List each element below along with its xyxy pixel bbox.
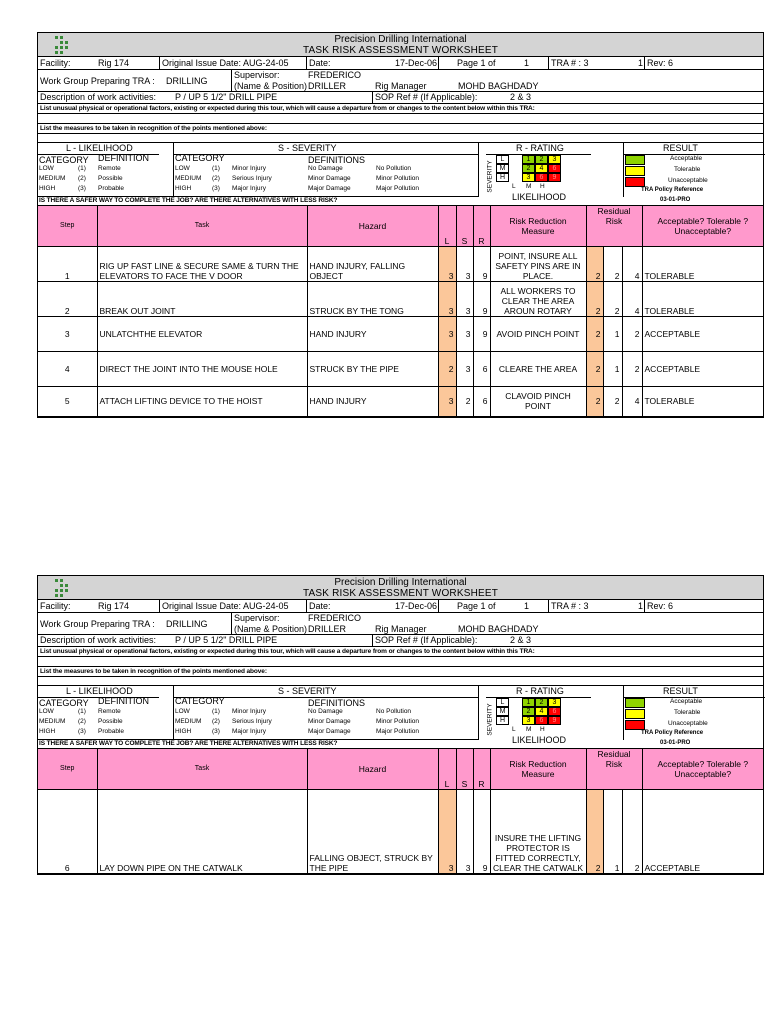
sev-low-damage: No Damage [308, 708, 343, 715]
sop-label: SOP Ref # (If Applicable): [375, 92, 478, 102]
l-definition-header: DEFINITION [98, 696, 149, 706]
tra-count: 1 [638, 58, 644, 68]
hazard-cell: FALLING OBJECT, STRUCK BY THE PIPE [307, 789, 438, 873]
sev-high-damage: Major Damage [308, 728, 351, 735]
matrix-cell: 6 [548, 707, 561, 716]
residual-r-cell: 4 [622, 386, 642, 416]
sop-value: 2 & 3 [510, 635, 532, 645]
unusual-blank-row[interactable] [38, 657, 763, 667]
result-cell: TOLERABLE [642, 386, 763, 416]
rig-manager-label: Rig Manager [375, 624, 427, 634]
residual-r-cell: 2 [622, 789, 642, 873]
matrix-col: H [540, 183, 545, 190]
measure-cell: CLAVOID PINCH POINT [490, 386, 586, 416]
sev-low-pollution: No Pollution [376, 708, 412, 715]
work-group-label: Work Group Preparing TRA : [40, 619, 155, 629]
company-name: Precision Drilling International [334, 34, 467, 45]
col-l: L [438, 749, 456, 789]
sev-med: MEDIUM [175, 175, 202, 182]
unusual-note: List unusual physical or operational factors, existing or expected during this tour, which will cause a departure from or changes to the content below within this TRA: [40, 648, 535, 655]
like-low: LOW [39, 708, 54, 715]
residual-r-cell: 4 [622, 281, 642, 316]
measure-cell: POINT, INSURE ALL SAFETY PINS ARE IN PLACE. [490, 246, 586, 281]
l-cell: 3 [438, 281, 456, 316]
hazard-cell: HAND INJURY [307, 316, 438, 351]
s-cell: 3 [456, 351, 473, 386]
date-label: Date: [309, 601, 331, 611]
col-residual: Residual Risk [586, 206, 642, 246]
info-row-facility [38, 57, 763, 70]
policy-reference: TRA Policy Reference [641, 187, 704, 193]
matrix-cell: 2 [522, 164, 535, 173]
unusual-factors-row [38, 647, 763, 657]
result-acceptable: Acceptable [670, 698, 703, 705]
r-cell: 6 [473, 351, 490, 386]
matrix-cell: 3 [548, 698, 561, 707]
r-cell: 9 [473, 789, 490, 873]
residual-l-cell: 2 [586, 351, 603, 386]
sev-med-num: (2) [212, 175, 220, 182]
matrix-cell: 2 [522, 707, 535, 716]
residual-s-cell: 1 [603, 316, 622, 351]
risk-legend: L - LIKELIHOOD S - SEVERITY R - RATING RESULT CATEGORY DEFINITION CATEGORY DEFINITIONS LOW (1) Remote MEDIUM (2) Possible HIGH (3) Probable LOW (1) Minor Injury No Damage No Pollution MEDIUM (2) Serious Injury Minor Damage Minor Pollution HIGH (3) Major Injury Major Damage Major Pollution SEVERITY L 1 2 3 M 2 4 6 H 3 6 9 L M H LIKELIHOOD Acceptable Tolerable Unacceptable TRA Policy Reference 03-01-PRO IS THERE A SAFER WAY TO COMPLETE THE JOB? ARE THERE ALTERNATIVES WITH LESS RISK? [38, 143, 763, 206]
sev-low: LOW [175, 708, 190, 715]
sev-low-injury: Minor Injury [232, 708, 266, 715]
residual-r-cell: 2 [622, 351, 642, 386]
result-cell: ACCEPTABLE [642, 316, 763, 351]
residual-r-cell: 2 [622, 316, 642, 351]
sev-med-num: (2) [212, 718, 220, 725]
matrix-cell: 4 [535, 164, 548, 173]
table-header-row [38, 206, 763, 246]
table-header-row [38, 749, 763, 789]
matrix-cell: 3 [522, 716, 535, 725]
like-high-num: (3) [78, 728, 86, 735]
result-unacceptable: Unacceptable [668, 720, 708, 727]
result-swatch-red [625, 177, 645, 187]
like-low: LOW [39, 165, 54, 172]
l-cell: 3 [438, 386, 456, 416]
measures-row [38, 667, 763, 677]
steps-table-page-2 [38, 749, 763, 874]
s-cell: 3 [456, 281, 473, 316]
sev-med-damage: Minor Damage [308, 175, 351, 182]
form-title: TASK RISK ASSESSMENT WORKSHEET [302, 45, 499, 56]
task-cell: RIG UP FAST LINE & SECURE SAME & TURN THE ELEVATORS TO FACE THE V DOOR [97, 246, 307, 281]
worksheet-header [38, 33, 763, 57]
task-cell: UNLATCHTHE ELEVATOR [97, 316, 307, 351]
l-category-header: CATEGORY [39, 698, 89, 708]
result-tolerable: Tolerable [674, 709, 701, 716]
sev-high-num: (3) [212, 185, 220, 192]
like-high-num: (3) [78, 185, 86, 192]
col-step: Step [38, 749, 97, 789]
worksheet-page-2 [37, 575, 764, 875]
l-cell: 2 [438, 351, 456, 386]
like-med-def: Possible [98, 175, 123, 182]
sop-value: 2 & 3 [510, 92, 532, 102]
sev-high-pollution: Major Pollution [376, 728, 419, 735]
supervisor-value: FREDERICO [308, 70, 362, 80]
measure-cell: AVOID PINCH POINT [490, 316, 586, 351]
rig-manager-label: Rig Manager [375, 81, 427, 91]
like-med: MEDIUM [39, 718, 66, 725]
position-value: DRILLER [308, 81, 347, 91]
matrix-cell: 3 [548, 155, 561, 164]
residual-r-cell: 4 [622, 246, 642, 281]
page-label: Page 1 of [457, 58, 496, 68]
sev-med-damage: Minor Damage [308, 718, 351, 725]
safer-way-note: IS THERE A SAFER WAY TO COMPLETE THE JOB? ARE THERE ALTERNATIVES WITH LESS RISK? [39, 740, 338, 747]
sev-high-damage: Major Damage [308, 185, 351, 192]
worksheet-page-1 [37, 32, 764, 418]
s-cell: 3 [456, 316, 473, 351]
like-med-num: (2) [78, 718, 86, 725]
sev-high-injury: Major Injury [232, 728, 266, 735]
r-cell: 6 [473, 386, 490, 416]
residual-l-cell: 2 [586, 246, 603, 281]
description-value: P / UP 5 1/2" DRILL PIPE [175, 92, 278, 102]
s-category-header: CATEGORY [175, 696, 225, 706]
s-cell: 3 [456, 246, 473, 281]
result-tolerable: Tolerable [674, 166, 701, 173]
supervisor-label: Supervisor: [234, 613, 280, 623]
page-total: 1 [524, 58, 530, 68]
date-label: Date: [309, 58, 331, 68]
residual-l-cell: 2 [586, 281, 603, 316]
sev-low-injury: Minor Injury [232, 165, 266, 172]
likelihood-axis-label: LIKELIHOOD [512, 735, 567, 745]
task-cell: LAY DOWN PIPE ON THE CATWALK [97, 789, 307, 873]
unusual-note: List unusual physical or operational factors, existing or expected during this tour, which will cause a departure from or changes to the content below within this TRA: [40, 105, 535, 112]
r-cell: 9 [473, 281, 490, 316]
col-task: Task [97, 749, 307, 789]
like-high-def: Probable [98, 185, 125, 192]
info-row-description [38, 92, 763, 104]
issue-date: Original Issue Date: AUG-24-05 [162, 601, 289, 611]
l-cell: 3 [438, 246, 456, 281]
tra-count: 1 [638, 601, 644, 611]
name-position-label: (Name & Position) [234, 81, 308, 91]
residual-s-cell: 2 [603, 246, 622, 281]
sev-low: LOW [175, 165, 190, 172]
measure-cell: INSURE THE LIFTING PROTECTOR IS FITTED CORRECTLY, CLEAR THE CATWALK [490, 789, 586, 873]
s-category-header: CATEGORY [175, 153, 225, 163]
policy-code: 03-01-PRO [660, 740, 691, 746]
like-med: MEDIUM [39, 175, 66, 182]
s-cell: 3 [456, 789, 473, 873]
supervisor-value: FREDERICO [308, 613, 362, 623]
severity-title: S - SEVERITY [278, 143, 337, 153]
sev-low-num: (1) [212, 708, 220, 715]
like-low-def: Remote [98, 165, 121, 172]
matrix-cell: 6 [548, 164, 561, 173]
col-hazard: Hazard [307, 206, 438, 246]
sev-high: HIGH [175, 728, 192, 735]
result-title: RESULT [663, 686, 698, 696]
result-swatch-yellow [625, 709, 645, 719]
hazard-cell: HAND INJURY, FALLING OBJECT [307, 246, 438, 281]
sev-med-injury: Serious Injury [232, 718, 272, 725]
severity-vertical-label: SEVERITY [486, 703, 494, 736]
step-number: 2 [38, 281, 97, 316]
r-cell: 9 [473, 246, 490, 281]
matrix-cell: 4 [535, 707, 548, 716]
col-measure: Risk Reduction Measure [490, 206, 586, 246]
sev-med: MEDIUM [175, 718, 202, 725]
like-low-num: (1) [78, 708, 86, 715]
worksheet-header [38, 576, 763, 600]
rating-title: R - RATING [516, 686, 564, 696]
form-title: TASK RISK ASSESSMENT WORKSHEET [302, 588, 499, 599]
measures-blank-row[interactable] [38, 677, 763, 686]
like-med-def: Possible [98, 718, 123, 725]
residual-s-cell: 1 [603, 351, 622, 386]
matrix-col: L [512, 726, 516, 733]
residual-l-cell: 2 [586, 789, 603, 873]
sop-label: SOP Ref # (If Applicable): [375, 635, 478, 645]
measure-cell: ALL WORKERS TO CLEAR THE AREA AROUN ROTARY [490, 281, 586, 316]
like-low-num: (1) [78, 165, 86, 172]
description-label: Description of work activities: [40, 635, 157, 645]
description-value: P / UP 5 1/2" DRILL PIPE [175, 635, 278, 645]
severity-vertical-label: SEVERITY [486, 160, 494, 193]
page-total: 1 [524, 601, 530, 611]
likelihood-title: L - LIKELIHOOD [66, 686, 133, 696]
table-row[interactable] [38, 281, 763, 316]
like-low-def: Remote [98, 708, 121, 715]
result-acceptable: Acceptable [670, 155, 703, 162]
col-s: S [456, 749, 473, 789]
col-measure: Risk Reduction Measure [490, 749, 586, 789]
unusual-factors-row [38, 104, 763, 114]
hazard-cell: STRUCK BY THE PIPE [307, 351, 438, 386]
residual-s-cell: 1 [603, 789, 622, 873]
supervisor-label: Supervisor: [234, 70, 280, 80]
severity-title: S - SEVERITY [278, 686, 337, 696]
work-group-value: DRILLING [166, 76, 208, 86]
rev-label: Rev: 6 [647, 601, 674, 611]
col-s: S [456, 206, 473, 246]
sev-med-pollution: Minor Pollution [376, 718, 419, 725]
tra-label: TRA # : 3 [551, 601, 589, 611]
step-number: 3 [38, 316, 97, 351]
l-category-header: CATEGORY [39, 155, 89, 165]
policy-reference: TRA Policy Reference [641, 730, 704, 736]
matrix-col: M [526, 726, 532, 733]
sev-med-pollution: Minor Pollution [376, 175, 419, 182]
residual-l-cell: 2 [586, 316, 603, 351]
sev-low-num: (1) [212, 165, 220, 172]
col-task: Task [97, 206, 307, 246]
work-group-value: DRILLING [166, 619, 208, 629]
rig-manager-value: MOHD BAGHDADY [458, 624, 539, 634]
matrix-cell: 1 [522, 155, 535, 164]
name-position-label: (Name & Position) [234, 624, 308, 634]
task-cell: BREAK OUT JOINT [97, 281, 307, 316]
sev-high-num: (3) [212, 728, 220, 735]
result-swatch-green [625, 155, 645, 165]
col-r: R [473, 206, 490, 246]
result-title: RESULT [663, 143, 698, 153]
table-row[interactable] [38, 316, 763, 351]
facility-label: Facility: [40, 601, 71, 611]
hazard-cell: STRUCK BY THE TONG [307, 281, 438, 316]
rev-label: Rev: 6 [647, 58, 674, 68]
measure-cell: CLEARE THE AREA [490, 351, 586, 386]
r-cell: 9 [473, 316, 490, 351]
result-cell: ACCEPTABLE [642, 351, 763, 386]
facility-label: Facility: [40, 58, 71, 68]
rating-title: R - RATING [516, 143, 564, 153]
unusual-blank-row[interactable] [38, 114, 763, 124]
info-row-workgroup [38, 70, 763, 92]
matrix-cell: 9 [548, 716, 561, 725]
result-swatch-red [625, 720, 645, 730]
rig-manager-value: MOHD BAGHDADY [458, 81, 539, 91]
col-step: Step [38, 206, 97, 246]
matrix-cell: 3 [522, 173, 535, 182]
result-swatch-green [625, 698, 645, 708]
description-label: Description of work activities: [40, 92, 157, 102]
sev-high-pollution: Major Pollution [376, 185, 419, 192]
company-name: Precision Drilling International [334, 577, 467, 588]
matrix-cell: 6 [535, 173, 548, 182]
risk-legend: L - LIKELIHOOD S - SEVERITY R - RATING RESULT CATEGORY DEFINITION CATEGORY DEFINITIONS LOW (1) Remote MEDIUM (2) Possible HIGH (3) Probable LOW (1) Minor Injury No Damage No Pollution MEDIUM (2) Serious Injury Minor Damage Minor Pollution HIGH (3) Major Injury Major Damage Major Pollution SEVERITY L 1 2 3 M 2 4 6 H 3 6 9 L M H LIKELIHOOD Acceptable Tolerable Unacceptable TRA Policy Reference 03-01-PRO IS THERE A SAFER WAY TO COMPLETE THE JOB? ARE THERE ALTERNATIVES WITH LESS RISK? [38, 686, 763, 749]
col-hazard: Hazard [307, 749, 438, 789]
matrix-cell: 1 [522, 698, 535, 707]
tra-label: TRA # : 3 [551, 58, 589, 68]
position-value: DRILLER [308, 624, 347, 634]
col-l: L [438, 206, 456, 246]
table-row[interactable] [38, 246, 763, 281]
s-cell: 2 [456, 386, 473, 416]
col-r: R [473, 749, 490, 789]
s-definitions-header: DEFINITIONS [308, 155, 366, 165]
date-value: 17-Dec-06 [395, 58, 438, 68]
date-value: 17-Dec-06 [395, 601, 438, 611]
residual-s-cell: 2 [603, 386, 622, 416]
task-cell: ATTACH LIFTING DEVICE TO THE HOIST [97, 386, 307, 416]
work-group-label: Work Group Preparing TRA : [40, 76, 155, 86]
task-cell: DIRECT THE JOINT INTO THE MOUSE HOLE [97, 351, 307, 386]
matrix-col: M [526, 183, 532, 190]
result-unacceptable: Unacceptable [668, 177, 708, 184]
hazard-cell: HAND INJURY [307, 386, 438, 416]
page-label: Page 1 of [457, 601, 496, 611]
likelihood-axis-label: LIKELIHOOD [512, 192, 567, 202]
matrix-cell: 2 [535, 155, 548, 164]
residual-s-cell: 2 [603, 281, 622, 316]
measures-note: List the measures to be taken in recognition of the points mentioned above: [40, 125, 267, 132]
like-high: HIGH [39, 185, 56, 192]
policy-code: 03-01-PRO [660, 197, 691, 203]
sev-med-injury: Serious Injury [232, 175, 272, 182]
steps-table-page-1 [38, 206, 763, 417]
table-row[interactable] [38, 386, 763, 416]
like-high-def: Probable [98, 728, 125, 735]
step-number: 6 [38, 789, 97, 873]
result-cell: TOLERABLE [642, 281, 763, 316]
step-number: 1 [38, 246, 97, 281]
col-acceptable: Acceptable? Tolerable ? Unacceptable? [642, 206, 763, 246]
step-number: 5 [38, 386, 97, 416]
measures-row [38, 124, 763, 134]
result-cell: ACCEPTABLE [642, 789, 763, 873]
measures-note: List the measures to be taken in recognition of the points mentioned above: [40, 668, 267, 675]
issue-date: Original Issue Date: AUG-24-05 [162, 58, 289, 68]
matrix-cell: 2 [535, 698, 548, 707]
sev-high-injury: Major Injury [232, 185, 266, 192]
table-row[interactable] [38, 789, 763, 873]
matrix-col: H [540, 726, 545, 733]
like-high: HIGH [39, 728, 56, 735]
col-acceptable: Acceptable? Tolerable ? Unacceptable? [642, 749, 763, 789]
facility-value: Rig 174 [98, 601, 130, 611]
sev-high: HIGH [175, 185, 192, 192]
info-row-workgroup [38, 613, 763, 635]
l-definition-header: DEFINITION [98, 153, 149, 163]
l-cell: 3 [438, 316, 456, 351]
like-med-num: (2) [78, 175, 86, 182]
facility-value: Rig 174 [98, 58, 130, 68]
result-swatch-yellow [625, 166, 645, 176]
matrix-cell: 9 [548, 173, 561, 182]
s-definitions-header: DEFINITIONS [308, 698, 366, 708]
matrix-col: L [512, 183, 516, 190]
table-row[interactable] [38, 351, 763, 386]
step-number: 4 [38, 351, 97, 386]
sev-low-damage: No Damage [308, 165, 343, 172]
l-cell: 3 [438, 789, 456, 873]
result-cell: TOLERABLE [642, 246, 763, 281]
col-residual: Residual Risk [586, 749, 642, 789]
matrix-cell: 6 [535, 716, 548, 725]
safer-way-note: IS THERE A SAFER WAY TO COMPLETE THE JOB? ARE THERE ALTERNATIVES WITH LESS RISK? [39, 197, 338, 204]
residual-l-cell: 2 [586, 386, 603, 416]
sev-low-pollution: No Pollution [376, 165, 412, 172]
info-row-description [38, 635, 763, 647]
info-row-facility [38, 600, 763, 613]
measures-blank-row[interactable] [38, 134, 763, 143]
likelihood-title: L - LIKELIHOOD [66, 143, 133, 153]
